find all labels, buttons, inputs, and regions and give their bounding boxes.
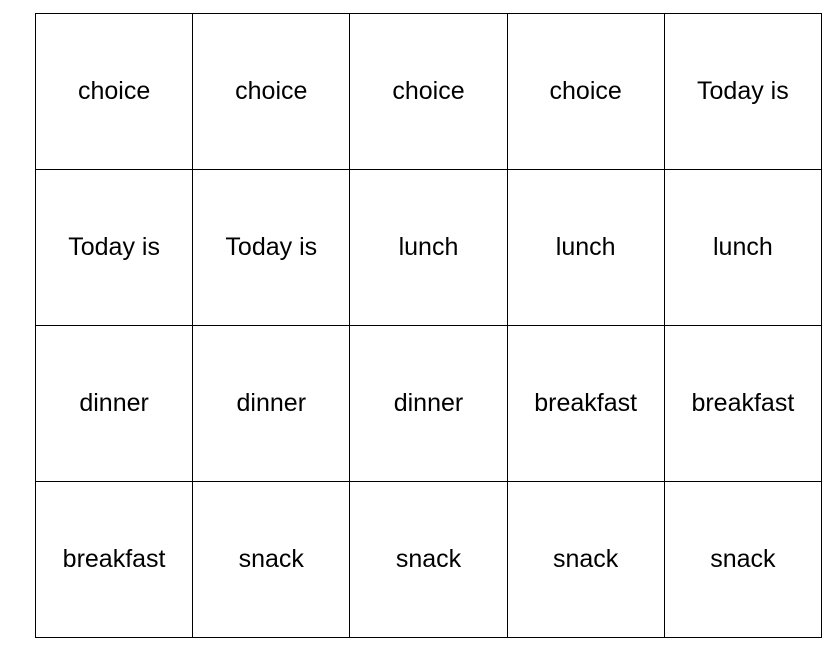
word-card: snack xyxy=(664,482,821,638)
word-card: snack xyxy=(193,482,350,638)
table-row xyxy=(36,170,822,326)
word-card: Today is xyxy=(36,170,193,326)
word-card: lunch xyxy=(664,170,821,326)
word-card-grid xyxy=(35,13,822,638)
word-card: choice xyxy=(193,14,350,170)
word-card: dinner xyxy=(36,326,193,482)
word-card: snack xyxy=(350,482,507,638)
word-card: choice xyxy=(507,14,664,170)
word-card: breakfast xyxy=(36,482,193,638)
word-card: choice xyxy=(350,14,507,170)
table-row xyxy=(36,326,822,482)
word-card: dinner xyxy=(193,326,350,482)
table-row xyxy=(36,14,822,170)
word-card: snack xyxy=(507,482,664,638)
word-card: Today is xyxy=(193,170,350,326)
word-card: choice xyxy=(36,14,193,170)
word-card: Today is xyxy=(664,14,821,170)
word-card: lunch xyxy=(350,170,507,326)
word-card: breakfast xyxy=(664,326,821,482)
word-card: breakfast xyxy=(507,326,664,482)
word-card: dinner xyxy=(350,326,507,482)
table-row xyxy=(36,482,822,638)
word-card: lunch xyxy=(507,170,664,326)
